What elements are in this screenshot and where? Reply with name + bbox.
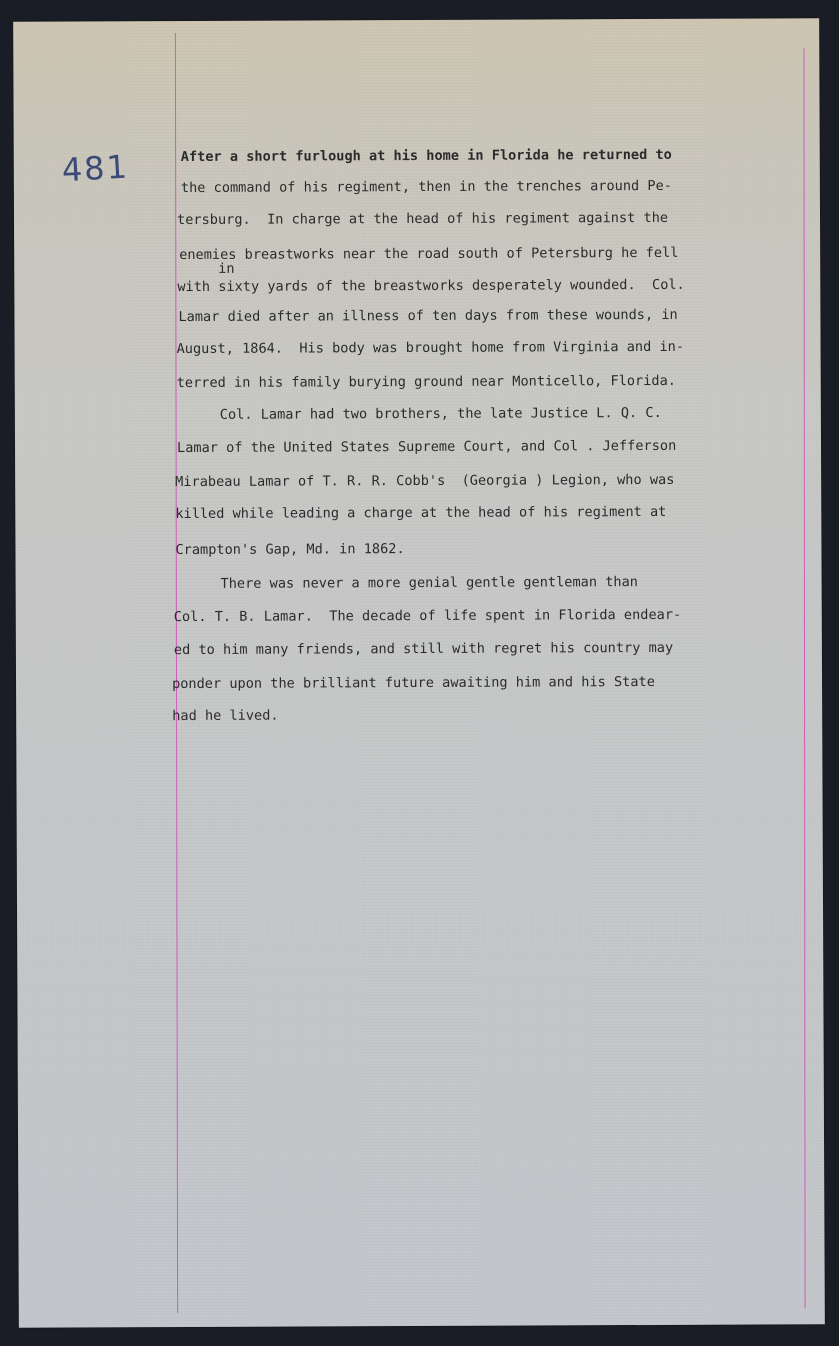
- text-line: There was never a more genial gentle gentleman than: [179, 574, 638, 593]
- text-line: After a short furlough at his home in Florida he returned to: [180, 146, 672, 166]
- text-line: Crampton's Gap, Md. in 1862.: [175, 541, 405, 559]
- text-line: had he lived.: [172, 707, 279, 725]
- text-line: August, 1864. His body was brought home from Virginia and in-: [176, 338, 685, 358]
- typed-page: [13, 18, 825, 1328]
- text-line: enemies breastworks near the road south of Petersburg he fell: [179, 244, 679, 264]
- text-line: terred in his family burying ground near Monticello, Florida.: [176, 372, 676, 392]
- handwritten-page-number: 481: [60, 147, 130, 190]
- text-line: Lamar of the United States Supreme Court, and Col . Jefferson: [176, 437, 677, 457]
- text-line: with sixty yards of the breastworks desperately wounded. Col.: [177, 276, 685, 296]
- text-line: ponder upon the brilliant future awaiting him and his State: [172, 673, 655, 693]
- text-line: Col. T. B. Lamar. The decade of life spent in Florida endear-: [173, 606, 682, 626]
- text-line: Lamar died after an illness of ten days from these wounds, in: [178, 306, 678, 326]
- text-line: Col. Lamar had two brothers, the late Justice L. Q. C.: [178, 404, 662, 424]
- text-line: killed while leading a charge at the head of his regiment at: [175, 503, 667, 523]
- text-line: tersburg. In charge at the head of his regiment against the: [176, 209, 669, 229]
- text-line: the command of his regiment, then in the trenches around Pe-: [180, 177, 672, 197]
- body-text: [164, 146, 804, 725]
- text-line: Mirabeau Lamar of T. R. R. Cobb's (Georgia ) Legion, who was: [175, 471, 675, 491]
- text-line: ed to him many friends, and still with regret his country may: [173, 639, 674, 659]
- handwritten-insertion: in: [218, 260, 235, 277]
- right-margin-rule: [803, 48, 805, 1308]
